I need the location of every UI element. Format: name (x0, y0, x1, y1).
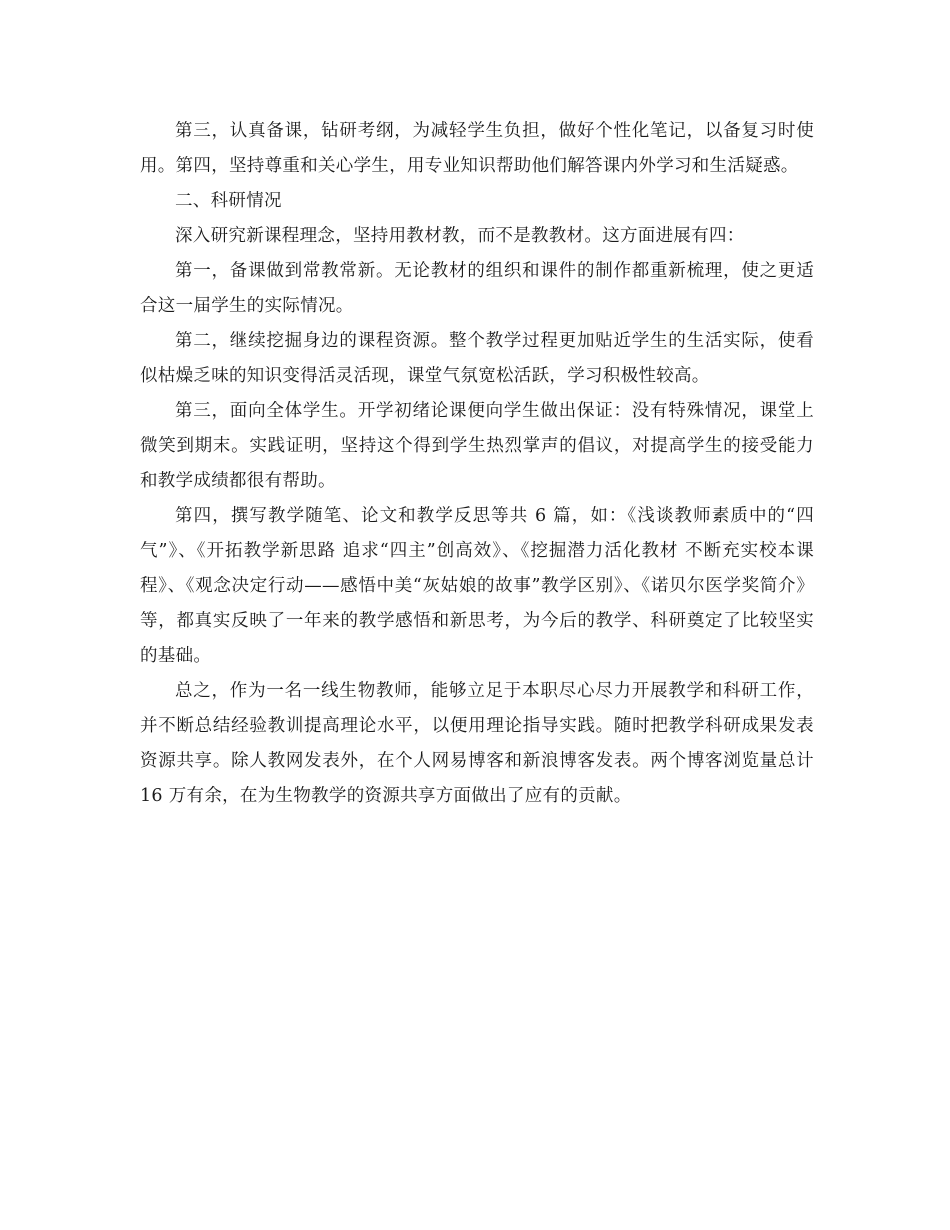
section-heading-research: 二、科研情况 (175, 191, 282, 211)
paragraph-research-fourth: 第四，撰写教学随笔、论文和教学反思等共 6 篇，如：《浅谈教师素质中的“四气”》、《开拓教学新思路 追求“四主”创高效》、《挖掘潜力活化教材 不断充实校本课程》、《观念决定行动——感悟中美“灰姑娘的故事”教学区别》、《诺贝尔医学奖简介》等，都真实反映了一年来的教学感悟和新思考，为今后的教学、科研奠定了比较坚实的基础。 (140, 506, 814, 666)
paragraph-teaching-third-fourth: 第三，认真备课，钻研考纲，为减轻学生负担，做好个性化笔记，以备复习时使用。第四，坚持尊重和关心学生，用专业知识帮助他们解答课内外学习和生活疑惑。 (140, 121, 814, 176)
paragraph-research-first: 第一，备课做到常教常新。无论教材的组织和课件的制作都重新梳理，使之更适合这一届学生的实际情况。 (140, 261, 814, 316)
paragraph-conclusion: 总之，作为一名一线生物教师，能够立足于本职尽心尽力开展教学和科研工作，并不断总结经验教训提高理论水平，以便用理论指导实践。随时把教学科研成果发表资源共享。除人教网发表外，在个人网易博客和新浪博客发表。两个博客浏览量总计 16 万有余，在为生物教学的资源共享方面做出了应有的贡献。 (140, 681, 814, 806)
paragraph-research-intro: 深入研究新课程理念，坚持用教材教，而不是教教材。这方面进展有四： (175, 226, 745, 246)
document-body (140, 114, 814, 814)
paragraph-research-third: 第三，面向全体学生。开学初绪论课便向学生做出保证：没有特殊情况，课堂上微笑到期末。实践证明，坚持这个得到学生热烈掌声的倡议，对提高学生的接受能力和教学成绩都很有帮助。 (140, 401, 814, 491)
paragraph-research-second: 第二，继续挖掘身边的课程资源。整个教学过程更加贴近学生的生活实际，使看似枯燥乏味的知识变得活灵活现，课堂气氛宽松活跃，学习积极性较高。 (140, 331, 814, 386)
